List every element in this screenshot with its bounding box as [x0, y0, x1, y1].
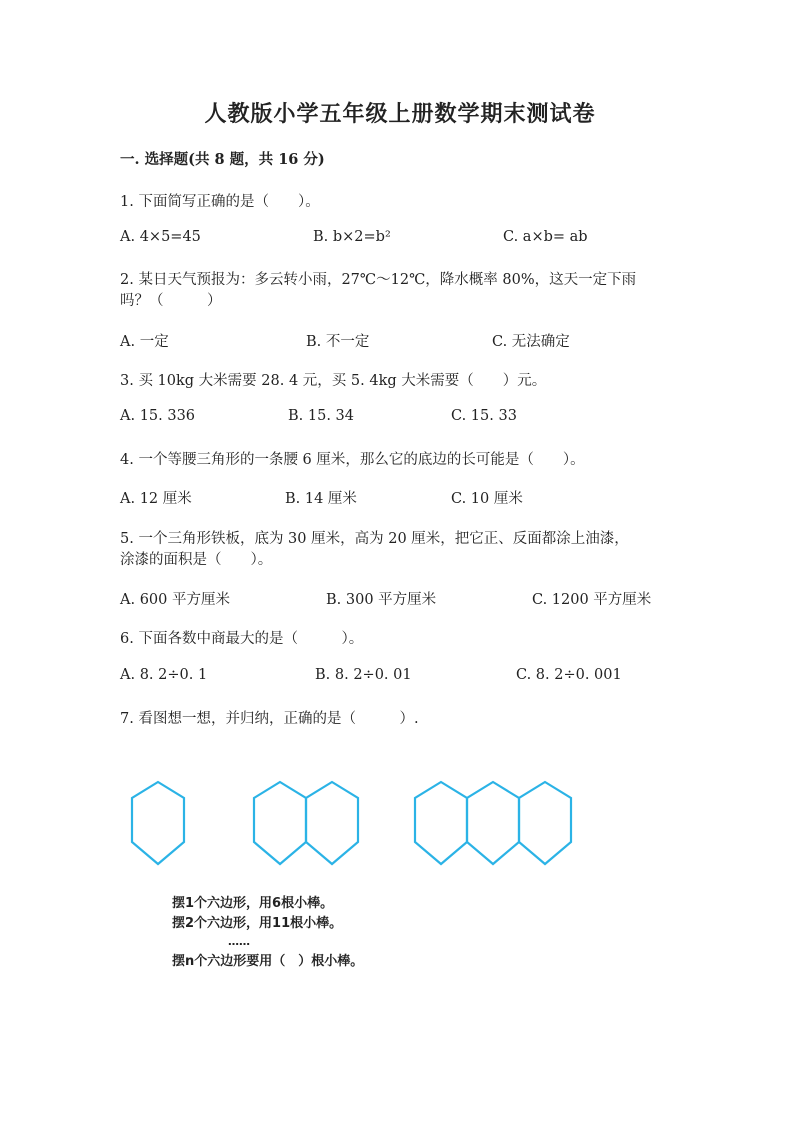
hexagon-shape: [415, 782, 467, 864]
question-4-option-b: B. 14 厘米: [285, 491, 357, 507]
question-3-option-b: B. 15. 34: [288, 408, 354, 424]
question-2-stem-line-2: 吗？（ ）: [120, 293, 222, 309]
question-5-option-a: A. 600 平方厘米: [120, 592, 230, 608]
page-title: 人教版小学五年级上册数学期末测试卷: [204, 101, 596, 127]
question-1-option-a: A. 4×5=45: [120, 229, 201, 245]
question-6-option-b: B. 8. 2÷0. 01: [315, 667, 412, 683]
question-6-option-c: C. 8. 2÷0. 001: [516, 667, 622, 683]
question-1-stem: 1. 下面简写正确的是（ ）。: [120, 194, 320, 210]
figure-caption-line-2: 摆2个六边形，用11根小棒。: [172, 916, 343, 931]
figure-caption-line-4: 摆n个六边形要用（ ）根小棒。: [172, 954, 364, 969]
question-1-option-b: B. b×2=b²: [313, 229, 391, 245]
hexagon-shape: [467, 782, 519, 864]
question-2-stem-line-1: 2. 某日天气预报为：多云转小雨，27℃～12℃，降水概率 80%，这天一定下雨: [120, 272, 637, 288]
question-2-option-b: B. 不一定: [306, 334, 370, 350]
figure-caption-line-1: 摆1个六边形，用6根小棒。: [172, 896, 334, 911]
hexagon-pattern-figure: [120, 770, 600, 880]
hexagon-shape: [519, 782, 571, 864]
section-heading: 一. 选择题(共 8 题，共 16 分): [120, 151, 325, 168]
question-4-option-c: C. 10 厘米: [451, 491, 523, 507]
hexagon-shape: [254, 782, 306, 864]
figure-caption-ellipsis: ……: [228, 935, 250, 948]
hexagon-shape: [306, 782, 358, 864]
question-3-option-a: A. 15. 336: [120, 408, 196, 424]
question-3-option-c: C. 15. 33: [451, 408, 517, 424]
question-5-stem-line-2: 涂漆的面积是（ ）。: [120, 552, 273, 568]
question-6-option-a: A. 8. 2÷0. 1: [120, 667, 208, 683]
question-2-option-c: C. 无法确定: [492, 334, 570, 350]
question-3-stem: 3. 买 10kg 大米需要 28. 4 元，买 5. 4kg 大米需要（ ）元。: [120, 373, 547, 389]
question-5-stem-line-1: 5. 一个三角形铁板，底为 30 厘米，高为 20 厘米，把它正、反面都涂上油漆，: [120, 531, 629, 547]
question-7-stem: 7. 看图想一想，并归纳，正确的是（ ）.: [120, 711, 419, 727]
question-1-option-c: C. a×b= ab: [503, 229, 588, 245]
question-4-option-a: A. 12 厘米: [120, 491, 192, 507]
hexagon-shape: [132, 782, 184, 864]
question-2-option-a: A. 一定: [120, 334, 169, 350]
question-4-stem: 4. 一个等腰三角形的一条腰 6 厘米，那么它的底边的长可能是（ ）。: [120, 452, 585, 468]
question-5-option-c: C. 1200 平方厘米: [532, 592, 652, 608]
question-6-stem: 6. 下面各数中商最大的是（ ）。: [120, 631, 364, 647]
question-5-option-b: B. 300 平方厘米: [326, 592, 437, 608]
